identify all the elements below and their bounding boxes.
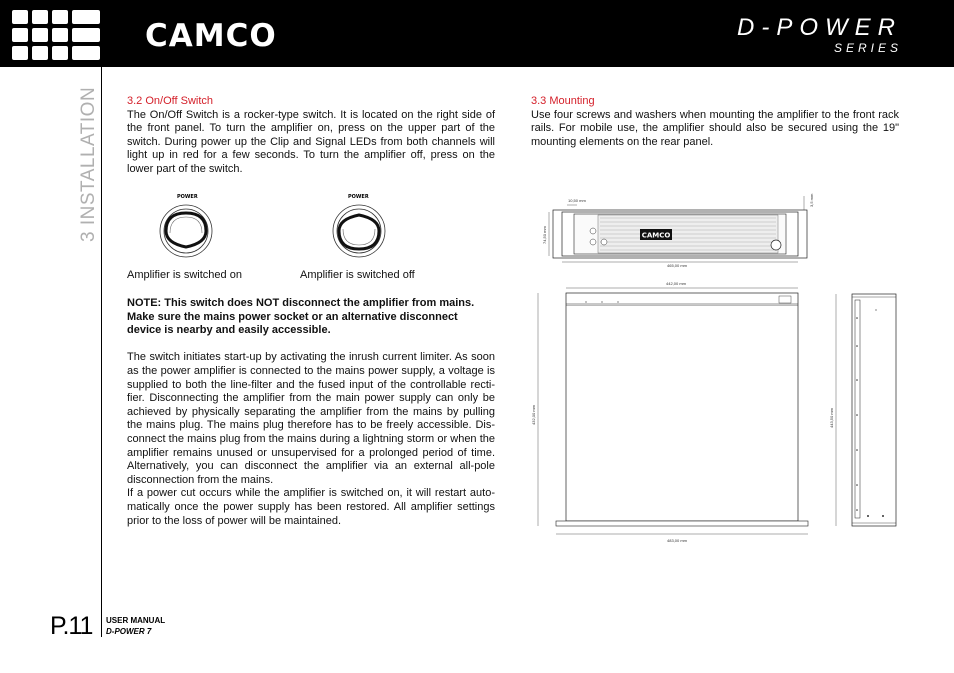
sidebar-divider xyxy=(101,67,102,637)
dim-top-depth: 432,00 mm xyxy=(531,404,536,425)
caption-switched-off: Amplifier is switched off xyxy=(300,269,415,281)
series-title: D-POWER xyxy=(737,14,902,41)
dim-bottom-width: 483,00 mm xyxy=(667,538,688,543)
dim-top-width: 442,00 mm xyxy=(666,281,687,286)
dim-ear-depth: 10,50 mm xyxy=(568,198,586,203)
side-view xyxy=(829,294,896,526)
grid-logo-icon xyxy=(12,10,102,60)
left-column xyxy=(127,95,495,177)
section-label: 3 INSTALLATION xyxy=(78,86,99,242)
power-switch-on-icon xyxy=(158,203,214,259)
page-number: P.11 xyxy=(50,612,93,640)
section-heading-mounting: 3.3 Mounting xyxy=(531,95,595,107)
footer-line1: USER MANUAL xyxy=(106,616,166,625)
left-column-lower xyxy=(127,297,495,528)
caption-switched-on: Amplifier is switched on xyxy=(127,269,242,281)
section-heading-switch: 3.2 On/Off Switch xyxy=(127,95,214,107)
mounting-text: Use four screws and washers when mounting the amplifier to the front rack rails. For mobile use, the amplifier should also be secured using the 19" mounting elements on the rear panel. xyxy=(531,108,899,148)
switch-on-label: POWER xyxy=(177,194,198,200)
power-switch-off-icon xyxy=(331,203,387,259)
switch-off-label: POWER xyxy=(348,194,369,200)
body-paragraph-2: If a power cut occurs while the amplifier is switched on, it will restart auto-matically once the power supply has been restored. All amplifier settings prior to the loss of power will be maintained. xyxy=(127,487,495,527)
footer-manual xyxy=(106,615,165,637)
brand-logo: CAMCO xyxy=(145,18,277,54)
dim-handle: 3,5 mm xyxy=(809,193,814,207)
header-bar xyxy=(0,0,954,67)
front-panel-brand: CAMCO xyxy=(641,231,671,240)
body-paragraph-1: The switch initiates start-up by activating the inrush current limiter. As soon as the power amplifier is connected to the mains power supply, a voltage is supplied to both the line-filter and the fused input of the controllable recti-fier. Disconnecting the amplifier from the main power supply can only be achieved by physically separating the amplifier from the mains by pulling the mains plug. The mains plug therefore has to be freely accessible. Dis-connect the mains plug from the mains during a lightning storm or when the amplifier remains unused or unsupervised for a prolonged period of time. Alternatively, you can disconnect the amplifier via an external all-pole disconnection from the mains. xyxy=(127,351,495,486)
dim-front-width: 465,00 mm xyxy=(667,263,688,268)
switch-intro: The On/Off Switch is a rocker-type switch. It is located on the right side of the front panel. To turn the amplifier on, press on the upper part of the switch. During power up the Clip and Signal LEDs from both channels will light up in red for a few seconds. To turn the amplifier off, press on the lower part of the switch. xyxy=(127,108,495,175)
series-subtitle: SERIES xyxy=(833,41,902,55)
mounting-drawing xyxy=(528,185,900,550)
top-view xyxy=(531,281,808,543)
note-text: NOTE: This switch does NOT disconnect the amplifier from mains. Make sure the mains power socket or an alternative disconnect device is nearby and easily accessible. xyxy=(127,297,475,337)
footer-line2: D-POWER 7 xyxy=(106,627,152,636)
front-view xyxy=(542,193,814,268)
dim-front-height: 74,50 mm xyxy=(542,226,547,244)
right-column xyxy=(531,95,899,149)
dim-side-depth: 443,50 mm xyxy=(829,407,834,428)
